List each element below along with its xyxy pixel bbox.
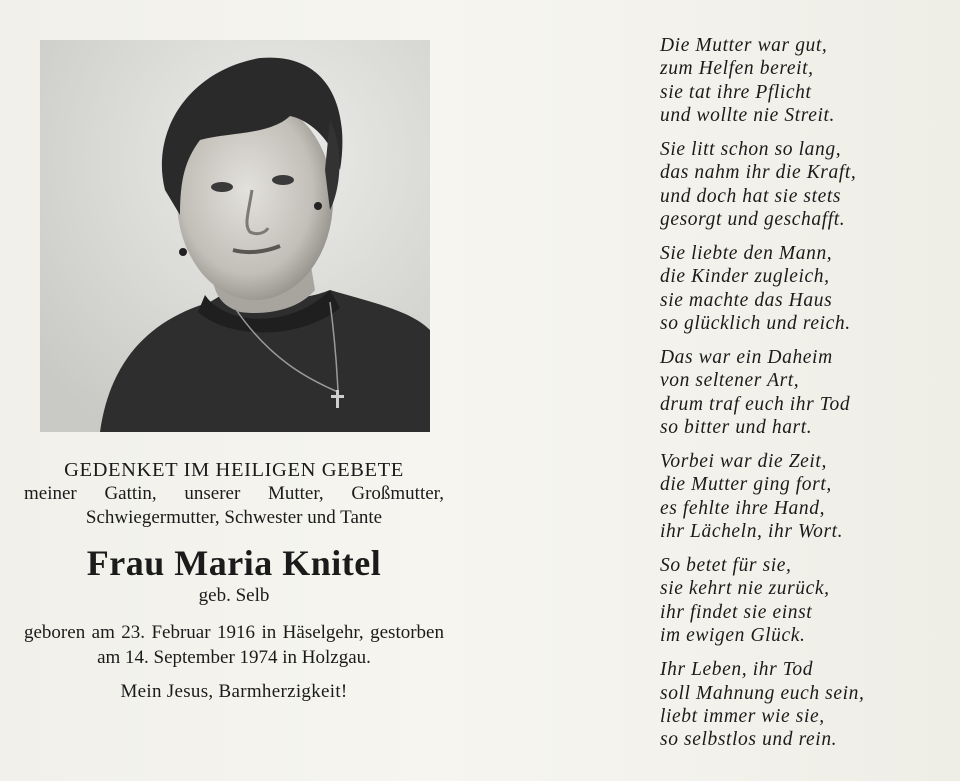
poem-line: Ihr Leben, ihr Tod	[660, 659, 814, 681]
poem-line: sie tat ihre Pflicht	[660, 81, 812, 103]
poem-line: drum traf euch ihr Tod	[660, 393, 851, 415]
poem-line: so selbstlos und rein.	[660, 729, 838, 751]
obituary-text	[14, 458, 454, 704]
poem-line: das nahm ihr die Kraft,	[660, 162, 857, 184]
poem-stanza	[660, 138, 950, 232]
poem-line: so bitter und hart.	[660, 417, 813, 439]
poem-line: Vorbei war die Zeit,	[660, 451, 827, 473]
poem	[660, 34, 950, 762]
prayer-line: Mein Jesus, Barmherzigkeit!	[120, 681, 348, 702]
poem-stanza	[660, 450, 950, 544]
dedication: meiner Gattin, unserer Mutter, Großmutter, Schwiegermutter, Schwester und Tante	[24, 483, 444, 528]
portrait-photo-icon	[40, 40, 430, 432]
poem-stanza	[660, 346, 950, 440]
poem-line: und wollte nie Streit.	[660, 105, 835, 127]
poem-line: Sie litt schon so lang,	[660, 139, 842, 161]
birth-name: geb. Selb	[198, 585, 270, 606]
life-dates: geboren am 23. Februar 1916 in Häselgehr, gestorben am 14. September 1974 in Holzgau.	[24, 622, 444, 668]
poem-line: So betet für sie,	[660, 555, 792, 577]
poem-stanza	[660, 34, 950, 128]
poem-line: es fehlte ihre Hand,	[660, 497, 826, 519]
poem-line: ihr findet sie einst	[660, 601, 813, 623]
poem-line: Die Mutter war gut,	[660, 35, 828, 56]
heading: GEDENKET IM HEILIGEN GEBETE	[64, 459, 404, 481]
deceased-name: Frau Maria Knitel	[86, 543, 382, 583]
poem-line: soll Mahnung euch sein,	[660, 682, 865, 704]
poem-stanza	[660, 554, 950, 648]
poem-line: im ewigen Glück.	[660, 625, 806, 647]
poem-line: zum Helfen bereit,	[660, 58, 814, 80]
poem-line: gesorgt und geschafft.	[660, 209, 846, 231]
poem-line: Das war ein Daheim	[660, 347, 833, 369]
poem-line: liebt immer wie sie,	[660, 705, 825, 727]
poem-line: von seltener Art,	[660, 370, 800, 392]
poem-line: Sie liebte den Mann,	[660, 243, 833, 265]
poem-stanza	[660, 242, 950, 336]
poem-line: und doch hat sie stets	[660, 185, 842, 207]
poem-line: die Kinder zugleich,	[660, 266, 830, 288]
poem-line: sie kehrt nie zurück,	[660, 578, 830, 600]
poem-line: die Mutter ging fort,	[660, 474, 832, 496]
poem-line: so glücklich und reich.	[660, 313, 851, 335]
poem-line: sie machte das Haus	[660, 289, 833, 311]
portrait-photo	[40, 40, 430, 432]
poem-stanza	[660, 658, 950, 752]
poem-line: ihr Lächeln, ihr Wort.	[660, 521, 844, 543]
